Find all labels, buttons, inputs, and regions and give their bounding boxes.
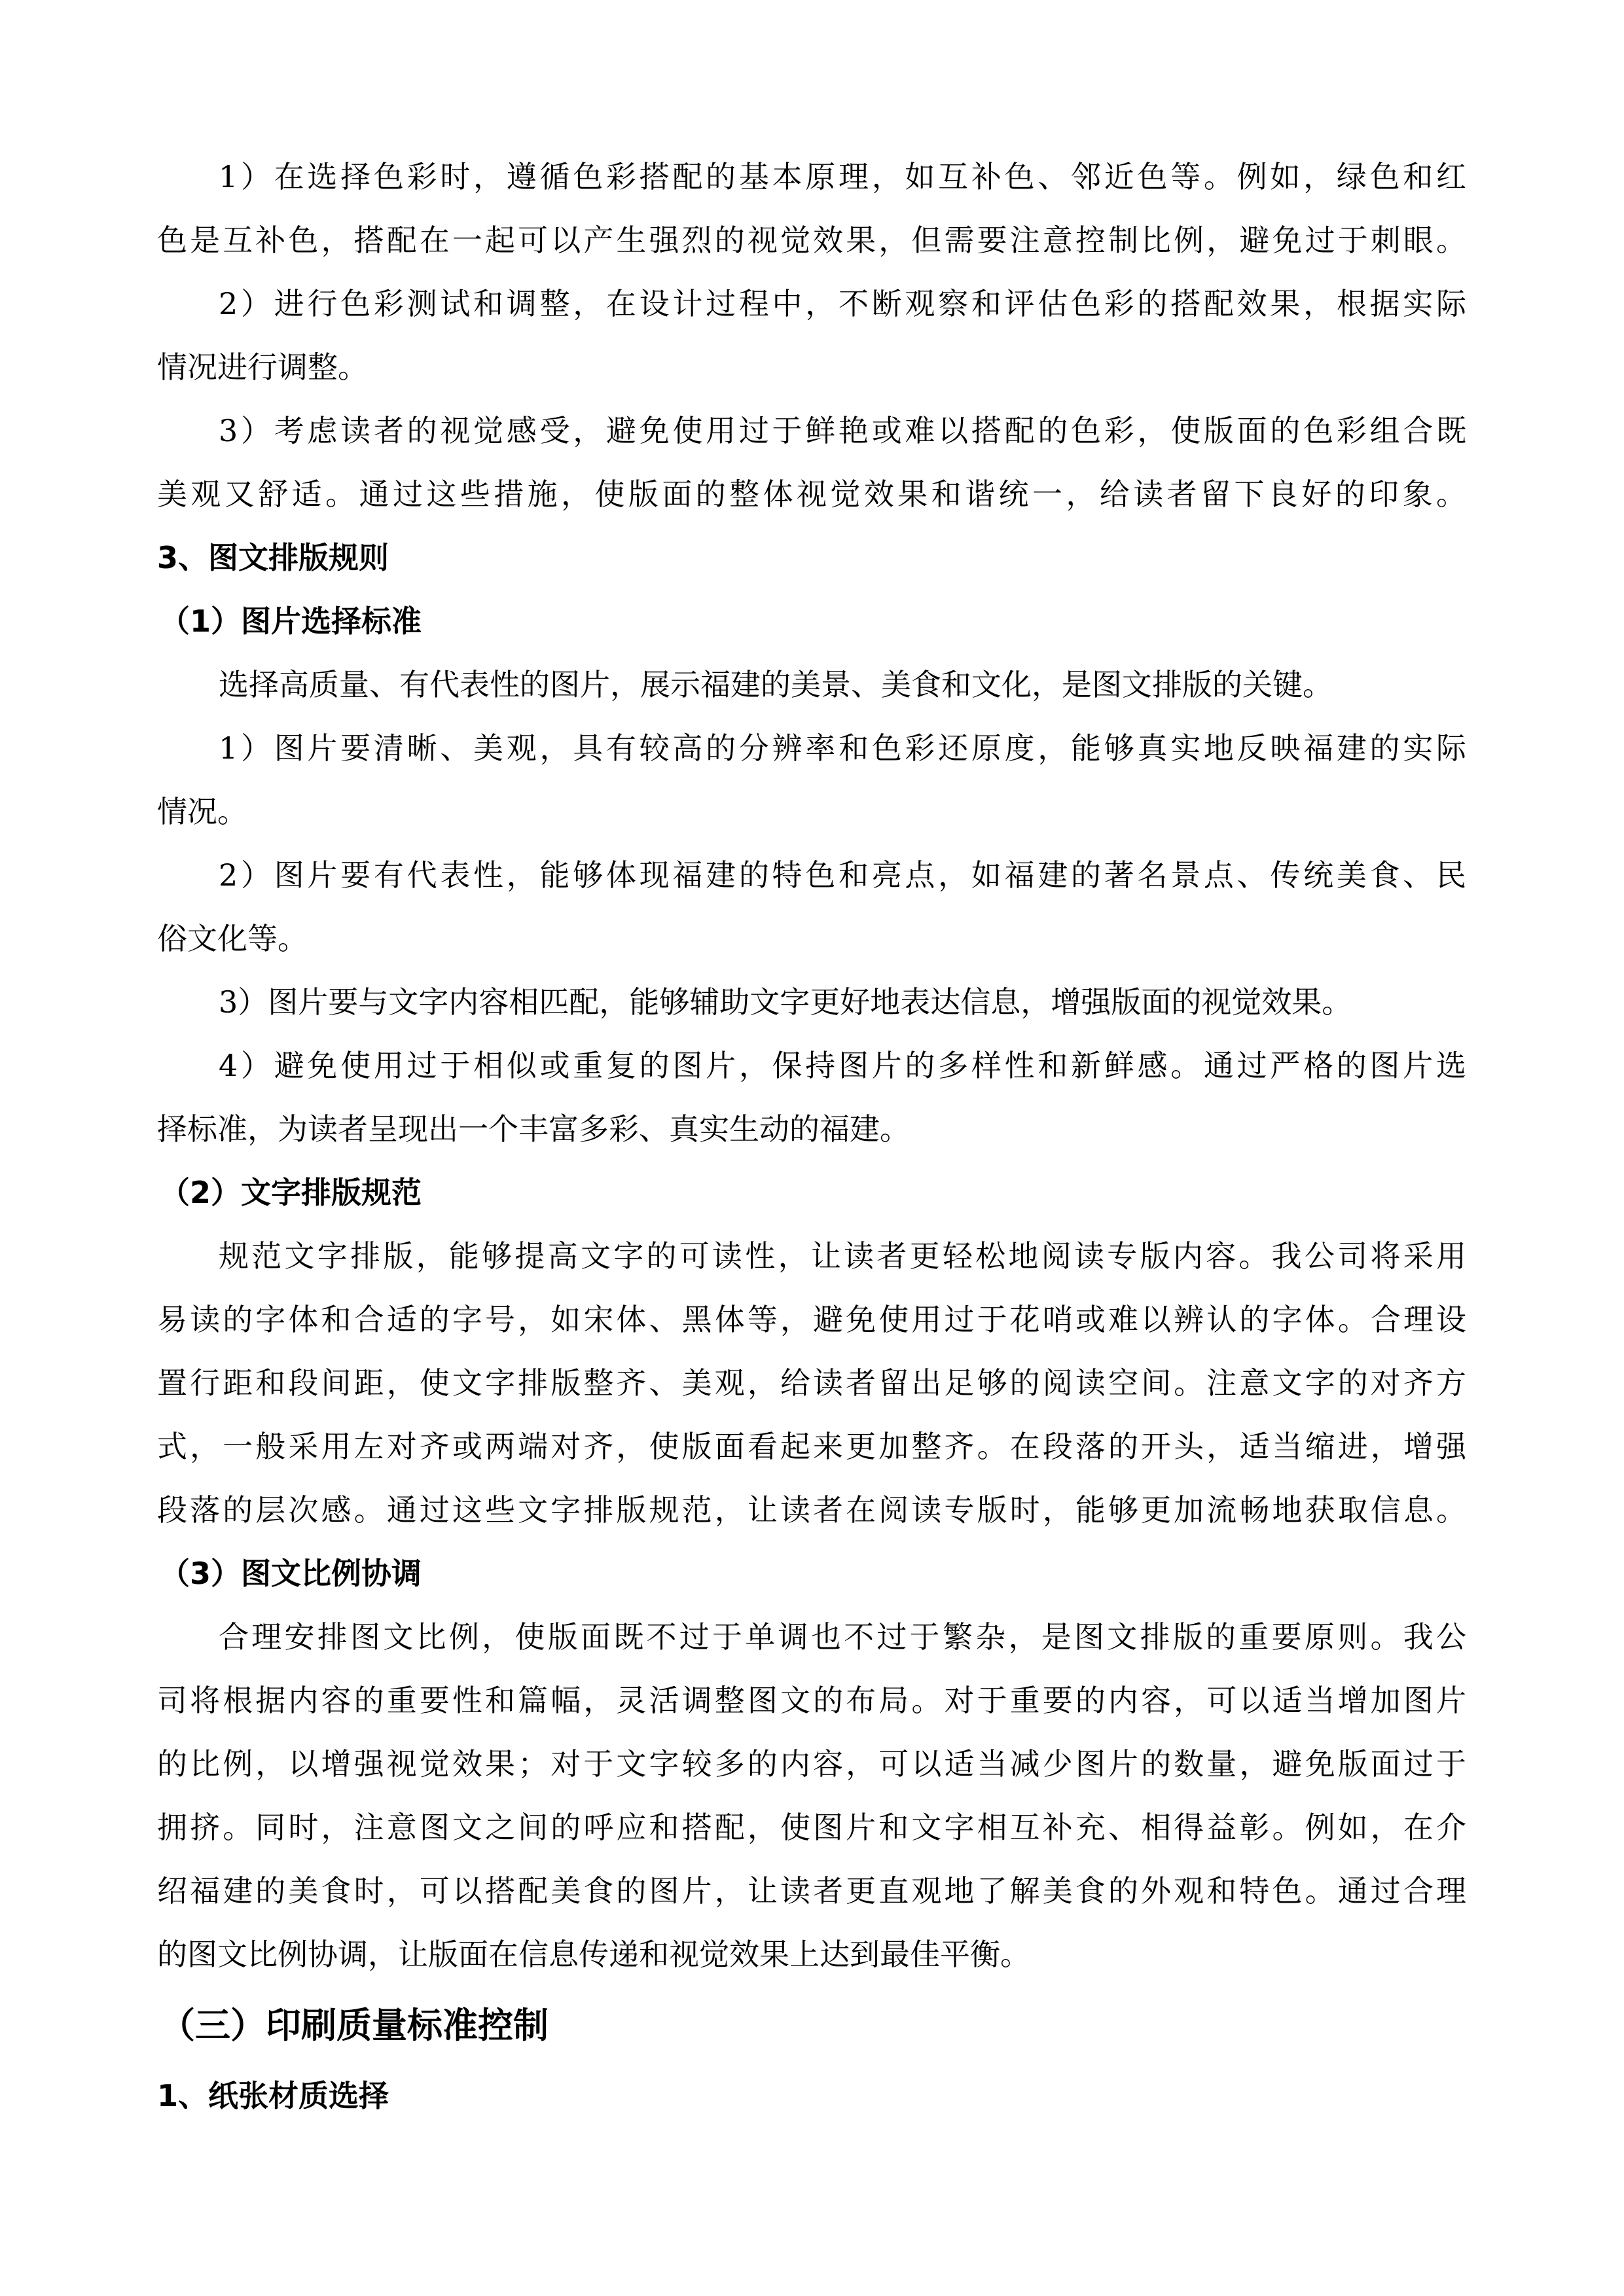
paragraph-line: 美观又舒适。通过这些措施，使版面的整体视觉效果和谐统一，给读者留下良好的印象。 [157,476,1466,512]
paragraph-line: 司将根据内容的重要性和篇幅，灵活调整图文的布局。对于重要的内容，可以适当增加图片 [157,1683,1466,1718]
paragraph-line: 段落的层次感。通过这些文字排版规范，让读者在阅读专版时，能够更加流畅地获取信息。 [157,1492,1466,1528]
paragraph-line: 2）图片要有代表性，能够体现福建的特色和亮点，如福建的著名景点、传统美食、民 [219,857,1466,893]
paragraph-line: 的比例，以增强视觉效果；对于文字较多的内容，可以适当减少图片的数量，避免版面过于 [157,1746,1466,1782]
paragraph-line: 置行距和段间距，使文字排版整齐、美观，给读者留出足够的阅读空间。注意文字的对齐方 [157,1365,1466,1401]
paragraph-line: 情况。 [157,794,247,829]
paragraph-line: 2）进行色彩测试和调整，在设计过程中，不断观察和评估色彩的搭配效果，根据实际 [219,286,1466,321]
subsection-heading: （1）图片选择标准 [160,603,422,639]
paragraph-line: 的图文比例协调，让版面在信息传递和视觉效果上达到最佳平衡。 [157,1937,1030,1972]
paragraph-line: 拥挤。同时，注意图文之间的呼应和搭配，使图片和文字相互补充、相得益彰。例如，在介 [157,1810,1466,1845]
paragraph-line: 式，一般采用左对齐或两端对齐，使版面看起来更加整齐。在段落的开头，适当缩进，增强 [157,1429,1466,1464]
paragraph-line: 3）图片要与文字内容相匹配，能够辅助文字更好地表达信息，增强版面的视觉效果。 [219,984,1352,1020]
section-heading: 1、纸张材质选择 [157,2078,389,2113]
paragraph-line: 1）在选择色彩时，遵循色彩搭配的基本原理，如互补色、邻近色等。例如，绿色和红 [219,159,1466,194]
paragraph-line: 规范文字排版，能够提高文字的可读性，让读者更轻松地阅读专版内容。我公司将采用 [219,1238,1466,1274]
paragraph-line: 易读的字体和合适的字号，如宋体、黑体等，避免使用过于花哨或难以辨认的字体。合理设 [157,1302,1466,1337]
paragraph-line: 1）图片要清晰、美观，具有较高的分辨率和色彩还原度，能够真实地反映福建的实际 [219,730,1466,766]
paragraph-line: 4）避免使用过于相似或重复的图片，保持图片的多样性和新鲜感。通过严格的图片选 [219,1048,1466,1083]
paragraph-line: 情况进行调整。 [157,350,368,385]
subsection-heading: （3）图文比例协调 [160,1556,422,1591]
section-heading: 3、图文排版规则 [157,540,389,575]
paragraph-line: 择标准，为读者呈现出一个丰富多彩、真实生动的福建。 [157,1111,910,1147]
paragraph-line: 绍福建的美食时，可以搭配美食的图片，让读者更直观地了解美食的外观和特色。通过合理 [157,1873,1466,1909]
paragraph-line: 合理安排图文比例，使版面既不过于单调也不过于繁杂，是图文排版的重要原则。我公 [219,1619,1466,1655]
subsection-heading: （2）文字排版规范 [160,1175,422,1210]
paragraph-line: 色是互补色，搭配在一起可以产生强烈的视觉效果，但需要注意控制比例，避免过于刺眼。 [157,223,1466,258]
paragraph-line: 选择高质量、有代表性的图片，展示福建的美景、美食和文化，是图文排版的关键。 [219,667,1333,702]
paragraph-line: 3）考虑读者的视觉感受，避免使用过于鲜艳或难以搭配的色彩，使版面的色彩组合既 [219,413,1466,448]
paragraph-line: 俗文化等。 [157,921,308,956]
chapter-heading: （三）印刷质量标准控制 [160,2005,549,2046]
